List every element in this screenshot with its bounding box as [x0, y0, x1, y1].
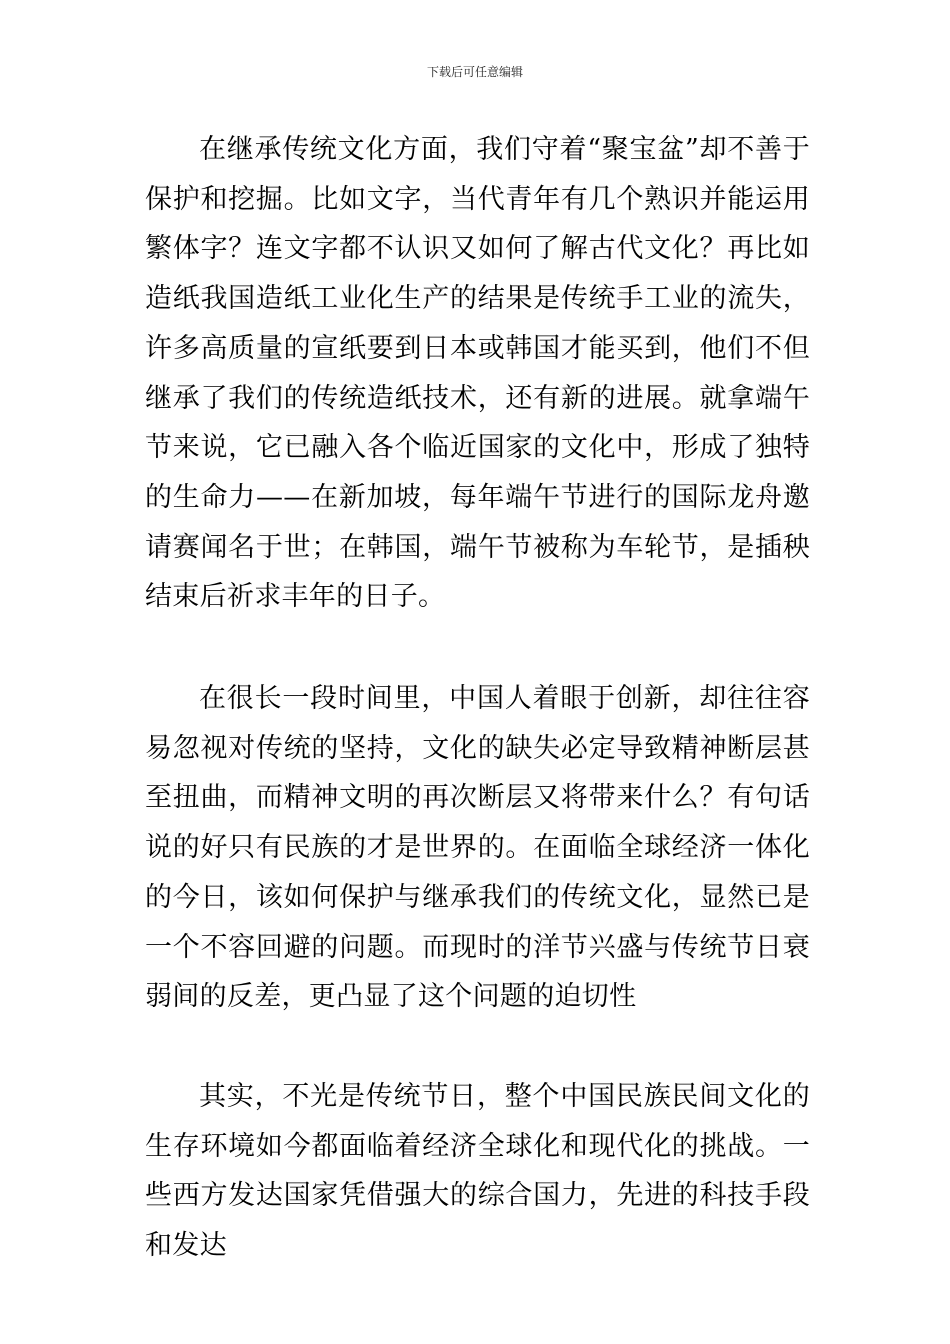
page-header-note: 下载后可任意编辑 [426, 65, 523, 79]
paragraph-block-1 [145, 125, 810, 622]
paragraph-3: 其实，不光是传统节日，整个中国民族民间文化的生存环境如今都面临着经济全球化和现代化的挑战。一些西方发达国家凭借强大的综合国力，先进的科技手段和发达 [145, 1081, 810, 1262]
paragraph-1: 在继承传统文化方面，我们守着“聚宝盆”却不善于保护和挖掘。比如文字，当代青年有几个熟识并能运用繁体字？连文字都不认识又如何了解古代文化？再比如造纸我国造纸工业化生产的结果是传统手工业的流失，许多高质量的宣纸要到日本或韩国才能买到，他们不但继承了我们的传统造纸技术，还有新的进展。就拿端午节来说，它已融入各个临近国家的文化中，形成了独特的生命力——在新加坡，每年端午节进行的国际龙舟邀请赛闻名于世；在韩国，端午节被称为车轮节，是插秧结束后祈求丰年的日子。 [145, 134, 810, 613]
paragraph-2: 在很长一段时间里，中国人着眼于创新，却往往容易忽视对传统的坚持，文化的缺失必定导致精神断层甚至扭曲，而精神文明的再次断层又将带来什么？有句话说的好只有民族的才是世界的。在面临全球经济一体化的今日，该如何保护与继承我们的传统文化，显然已是一个不容回避的问题。而现时的洋节兴盛与传统节日衰弱间的反差，更凸显了这个问题的迫切性 [145, 683, 810, 1013]
paragraph-block-2 [145, 674, 810, 1022]
paragraph-block-3 [145, 1072, 810, 1271]
